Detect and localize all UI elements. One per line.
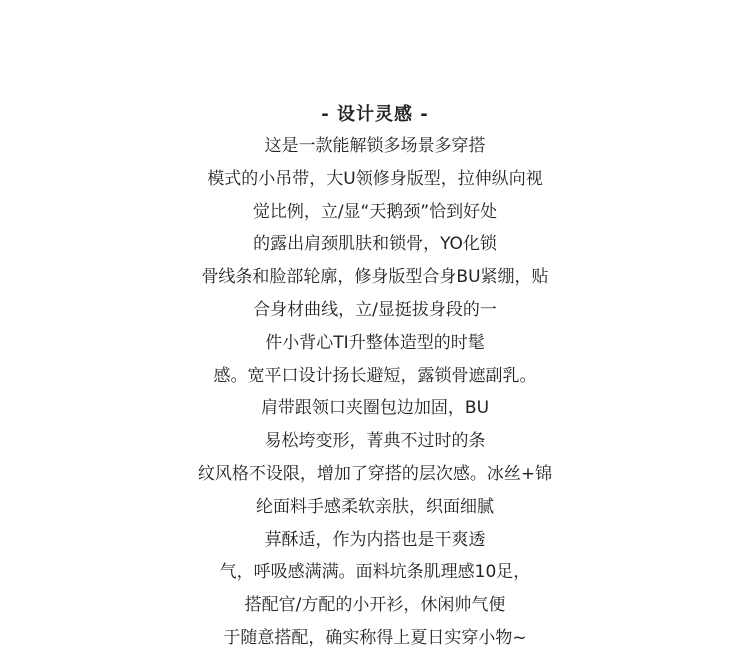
text-line: 这是一款能解锁多场景多穿搭 [264,136,486,156]
text-line: 纶面料手感柔软亲肤，织面细腻 [256,496,494,517]
text-line: 的露出肩颈肌肤和锁骨，YO化锁 [253,234,497,255]
text-line: 感。宽平口设计扬长避短，露锁骨遮副乳。 [213,365,537,386]
text-line: 觉比例，立/显“天鹅颈”恰到好处 [252,201,498,222]
text-line: 肩带跟领口夹圈包边加固，BU [260,398,490,419]
text-line: 气，呼吸感满满。面料坑条肌理感10足， [219,562,531,583]
text-line: 骨线条和脸部轮廓，修身版型合身BU紧绷，贴 [201,267,549,288]
text-line: 模式的小吊带，大U领修身版型，拉伸纵向视 [207,168,543,189]
section-title: - 设计灵感 - [321,103,429,125]
text-line: 合身材曲线，立/显挺拔身段的一 [253,299,497,320]
text-line: 件小背心TI升整体造型的时髦 [265,332,485,353]
text-line: 萛酥适，作为内搭也是干爽透 [264,529,486,550]
text-line: 搭配官/方配的小开衫，休闲帅气便 [244,595,506,616]
text-line: 纹风格不设限，增加了穿搭的层次感。冰丝+锦 [197,463,553,484]
description-text [0,130,750,655]
text-line: 易松垮变形，菁典不过时的条 [264,431,486,452]
text-line: 于随意搭配，确实称得上夏日实穿小物~ [223,627,527,648]
